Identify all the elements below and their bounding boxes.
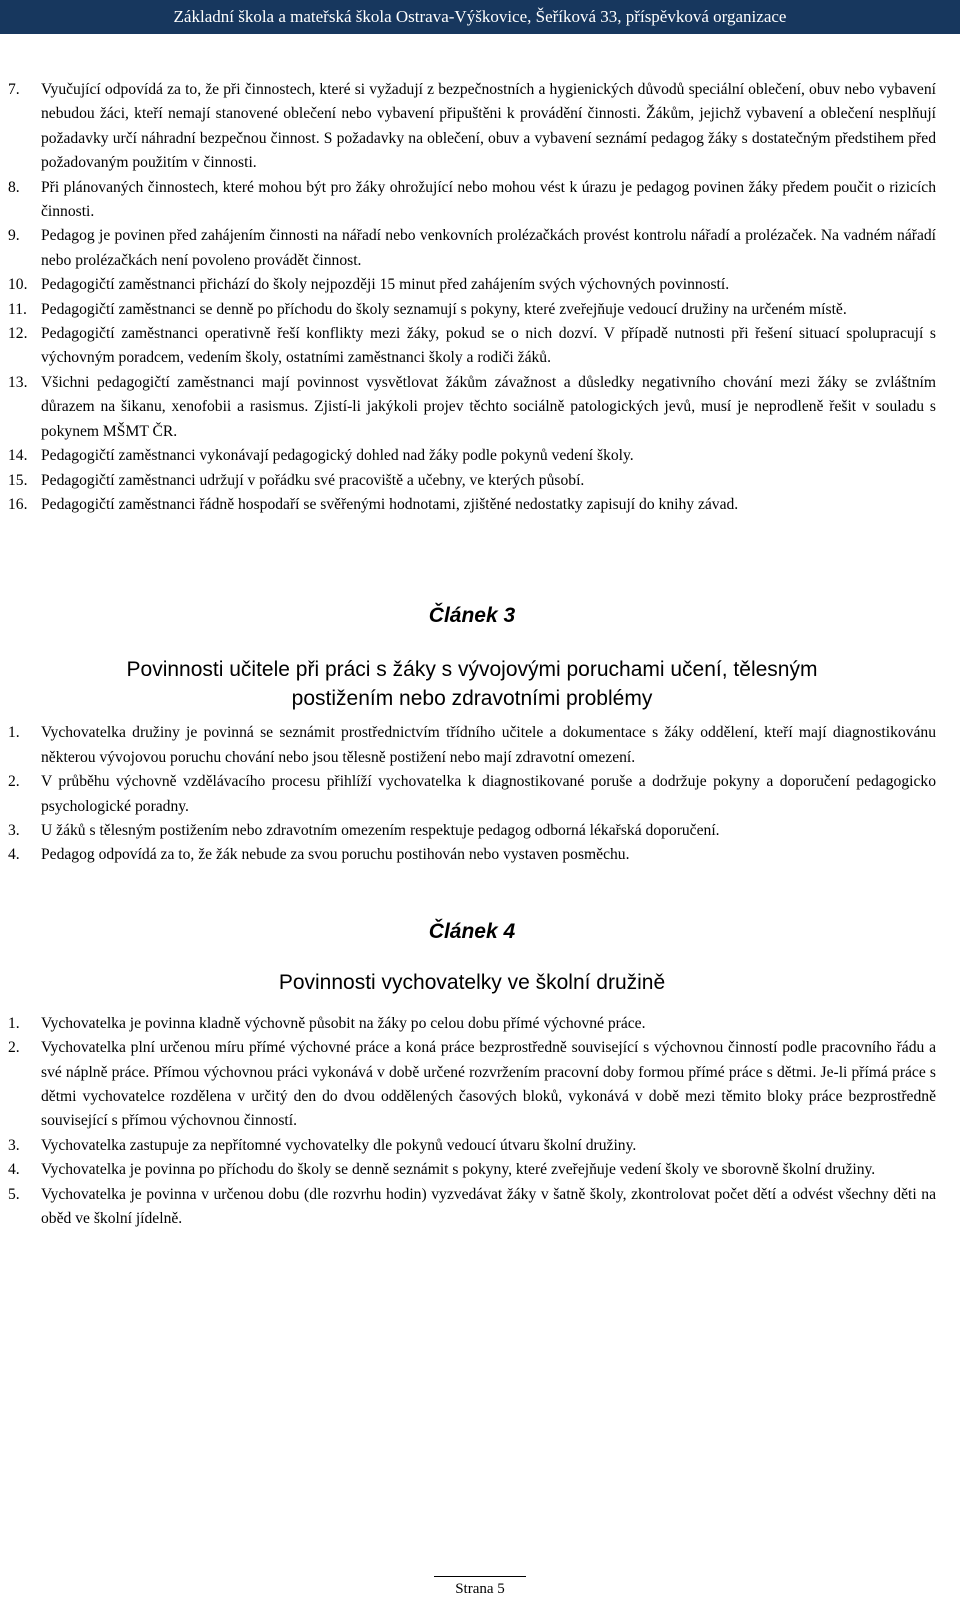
list-item	[8, 843, 936, 867]
item-number: 1.	[8, 724, 20, 742]
article-3-subtitle: Povinnosti učitele při práci s žáky s vývojovými poruchami učení, tělesným postižením nebo zdravotními problémy	[126, 658, 818, 711]
item-text: Vychovatelka je povinna v určenou dobu (dle rozvrhu hodin) vyzvedávat žáky v šatně školy, zkontrolovat počet dětí a odvést všechny děti na oběd ve školní jídelně.	[41, 1185, 936, 1227]
article-4-title: Článek 4	[428, 919, 516, 943]
list-item	[8, 1036, 936, 1134]
item-text: Vychovatelka družiny je povinná se seznámit prostřednictvím třídního učitele a dokumentace s žáky oddělení, kteří mají diagnostikovánu některou vývojovou poruchu chování nebo jsou tělesně postižení nebo mají zdravotní omezení.	[41, 724, 936, 766]
page-number: Strana 5	[455, 1581, 505, 1597]
item-text: Pedagogičtí zaměstnanci přichází do školy nejpozději 15 minut před zahájením svých výchovných povinností.	[41, 276, 730, 294]
item-text: Vychovatelka zastupuje za nepřítomné vychovatelky dle pokynů vedoucí útvaru školní družiny.	[41, 1136, 637, 1154]
list-item	[8, 819, 936, 843]
item-text: Pedagogičtí zaměstnanci udržují v pořádku své pracoviště a učebny, ve kterých působí.	[41, 471, 585, 489]
list-item	[8, 176, 936, 225]
article-4-subtitle: Povinnosti vychovatelky ve školní družině	[278, 970, 666, 994]
item-text: Pedagogičtí zaměstnanci se denně po příchodu do školy seznamují s pokyny, které zveřejňuje vedoucí družiny na určeném místě.	[41, 300, 847, 318]
list-item	[8, 770, 936, 819]
item-text: Pedagog odpovídá za to, že žák nebude za svou poruchu postihován nebo vystaven posměchu.	[41, 846, 630, 864]
item-text: Vychovatelka je povinna po příchodu do školy se denně seznámit s pokyny, které zveřejňuje vedení školy ve sborovně školní družiny.	[41, 1161, 876, 1179]
item-number: 13.	[8, 373, 28, 391]
list-item	[8, 224, 936, 273]
list-item	[8, 78, 936, 176]
item-text: Všichni pedagogičtí zaměstnanci mají povinnost vysvětlovat žákům závažnost a důsledky negativního chování mezi žáky se zvláštním důrazem na šikanu, xenofobii a rasismus. Zjistí-li jakýkoli projev těchto sociálně patologických jevů, musí je neprodleně řešit v souladu s pokynem MŠMT ČR.	[41, 373, 936, 440]
list-item	[8, 1183, 936, 1232]
item-text: Vychovatelka plní určenou míru přímé výchovné práce a koná práce bezprostředně související s výchovnou činností podle pracovního řádu a své náplně práce. Přímou výchovnou práci vykonává v době určené rozvržením pracovní doby formou přímé práce s dětmi. Je-li přímá práce s dětmi vychovatelce rozdělena v určitý den do dvou oddělených časových bloků, vykonává v době mezi těmito bloky práce bezprostředně související s přímou výchovnou činností.	[41, 1039, 936, 1130]
section-continued-list	[8, 78, 936, 517]
item-number: 12.	[8, 325, 28, 343]
list-item	[8, 322, 936, 371]
item-text: Vyučující odpovídá za to, že při činnostech, které si vyžadují z bezpečnostních a hygienických důvodů speciální oblečení, obuv nebo vybavení nebudou žáci, kteří nemají stanovené oblečení nebo vybavení připuštěni k provádění činnosti. Žákům, jejichž vybavení a oblečení nesplňují požadavky určí náhradní bezpečnou činnost. S požadavky na oblečení, obuv a vybavení seznámí pedagog žáky s dostatečným předstihem před požadovaným použitím v činnosti.	[41, 81, 936, 172]
list-item	[8, 1012, 936, 1036]
footer-divider	[434, 1576, 526, 1577]
item-text: Vychovatelka je povinna kladně výchovně působit na žáky po celou dobu přímé výchovné práce.	[41, 1014, 646, 1032]
list-item	[8, 721, 936, 770]
item-text: Při plánovaných činnostech, které mohou být pro žáky ohrožující nebo mohou vést k úrazu je pedagog povinen žáky předem poučit o rizicích činnosti.	[41, 178, 936, 221]
item-text: Pedagogičtí zaměstnanci operativně řeší konflikty mezi žáky, pokud se o nich dozví. V případě nutnosti při řešení situací spolupracují s výchovným poradcem, vedením školy, ostatními zaměstnanci školy a rodiči žáků.	[41, 325, 936, 367]
item-number: 3.	[8, 821, 20, 839]
item-number: 4.	[8, 1161, 20, 1179]
item-number: 2.	[8, 773, 20, 791]
header-title: Základní škola a mateřská škola Ostrava-Výškovice, Šeříková 33, příspěvková organizace	[173, 7, 787, 26]
item-text: Pedagogičtí zaměstnanci vykonávají pedagogický dohled nad žáky podle pokynů vedení školy.	[41, 447, 634, 465]
item-text: V průběhu výchovně vzdělávacího procesu přihlíží vychovatelka k diagnostikované poruše a dodržuje pokyny a doporučení pedagogicko psychologické poradny.	[41, 773, 936, 815]
list-item	[8, 444, 936, 468]
page-header	[0, 0, 960, 34]
item-number: 10.	[8, 276, 28, 294]
item-number: 3.	[8, 1136, 20, 1154]
list-item	[8, 1134, 936, 1158]
item-number: 7.	[8, 81, 20, 98]
item-text: U žáků s tělesným postižením nebo zdravotním omezením respektuje pedagog odborná lékařská doporučení.	[41, 821, 720, 839]
item-number: 16.	[8, 495, 28, 513]
article-4-list	[8, 1012, 936, 1232]
list-item	[8, 298, 936, 322]
page-footer	[0, 1579, 960, 1599]
item-number: 4.	[8, 846, 20, 864]
item-number: 1.	[8, 1014, 20, 1032]
article-3-title: Článek 3	[428, 604, 516, 628]
list-item	[8, 1158, 936, 1182]
item-number: 2.	[8, 1039, 20, 1057]
item-number: 15.	[8, 471, 28, 489]
item-number: 9.	[8, 227, 20, 245]
list-item	[8, 273, 936, 297]
item-number: 5.	[8, 1185, 20, 1203]
document-body	[8, 78, 936, 1231]
item-text: Pedagogičtí zaměstnanci řádně hospodaří se svěřenými hodnotami, zjištěné nedostatky zapisují do knihy závad.	[41, 495, 739, 513]
item-text: Pedagog je povinen před zahájením činnosti na nářadí nebo venkovních prolézačkách provést kontrolu nářadí a prolézaček. Na vadném nářadí nebo prolézačkách není povoleno provádět činnost.	[41, 227, 936, 269]
list-item	[8, 469, 936, 493]
item-number: 11.	[8, 300, 27, 318]
list-item	[8, 493, 936, 517]
item-number: 8.	[8, 178, 20, 196]
article-3-list	[8, 721, 936, 867]
item-number: 14.	[8, 447, 28, 465]
list-item	[8, 371, 936, 444]
